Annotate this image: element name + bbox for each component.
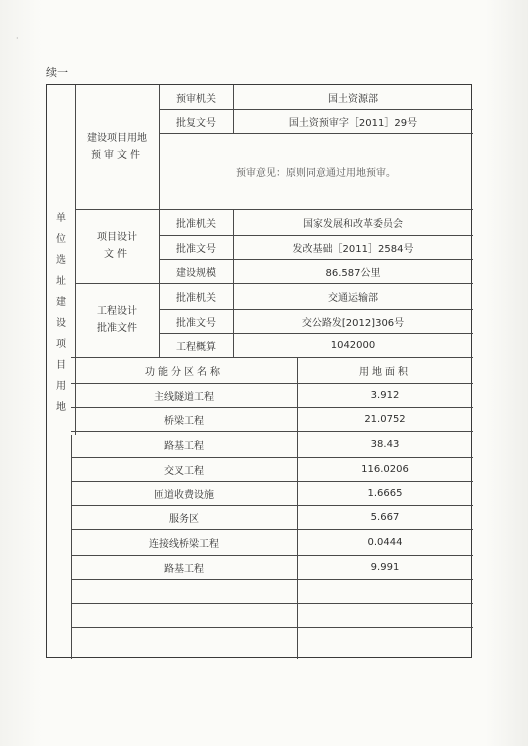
site-approval-value: 国土资源部 (328, 93, 378, 105)
side-title-char: 项 (56, 339, 66, 350)
zone-name: 连接线桥梁工程 (149, 538, 219, 550)
zone-area: 116.0206 (361, 463, 409, 475)
zone-name: 桥梁工程 (164, 415, 204, 427)
zone-name: 主线隧道工程 (154, 391, 214, 403)
zone-name: 路基工程 (164, 563, 204, 575)
site-approval-label: 批复文号 (176, 117, 216, 129)
site-approval-label: 预审机关 (176, 93, 216, 105)
project-design-value: 86.587公里 (325, 267, 381, 279)
group-label-line: 建设项目用地 (87, 133, 147, 144)
zone-area: 1.6665 (367, 487, 403, 499)
zone-area: 5.667 (370, 511, 400, 523)
side-title-char: 用 (56, 381, 66, 392)
project-design-label: 建设规模 (176, 267, 216, 279)
project-design-value: 国家发展和改革委员会 (303, 218, 403, 230)
side-title-char: 单 (56, 213, 66, 224)
group-label-line: 文件 (104, 249, 130, 260)
group-label-line: 预审文件 (91, 150, 143, 161)
engineering-design-group-label (75, 283, 159, 357)
zone-name: 匝道收费设施 (154, 489, 214, 501)
divider (71, 603, 473, 604)
zone-area: 0.0444 (367, 536, 403, 548)
side-title-char: 建 (56, 297, 66, 308)
scan-mark: · (16, 34, 19, 43)
side-title-char: 选 (56, 255, 66, 266)
engineering-design-label: 工程概算 (176, 341, 216, 353)
land-use-form-table (46, 84, 472, 658)
engineering-design-value: 交通运输部 (328, 292, 378, 304)
engineering-design-value: 1042000 (330, 339, 376, 351)
side-title-char: 设 (56, 318, 66, 329)
divider (71, 627, 473, 628)
group-label-line: 项目设计 (97, 232, 137, 243)
side-title-char: 地 (56, 402, 66, 413)
zone-area: 3.912 (370, 389, 400, 401)
zone-column-header: 功能分区名称 (145, 366, 223, 378)
project-design-label: 批准文号 (176, 243, 216, 255)
engineering-design-label: 批准文号 (176, 317, 216, 329)
project-design-value: 发改基础［2011］2584号 (292, 243, 414, 255)
zone-area: 38.43 (370, 438, 400, 450)
project-design-group-label (75, 209, 159, 283)
continued-label: 续一 (46, 66, 68, 79)
zone-name: 服务区 (169, 513, 199, 525)
project-design-label: 批准机关 (176, 218, 216, 230)
engineering-design-value: 交公路发[2012]306号 (301, 317, 405, 329)
site-approval-value: 国土资预审字［2011］29号 (288, 117, 418, 129)
zone-area: 21.0752 (364, 413, 406, 425)
side-title-char: 位 (56, 234, 66, 245)
side-title-char: 址 (56, 276, 66, 287)
site-approval-group-label (75, 85, 159, 209)
area-column-header: 用地面积 (359, 366, 411, 378)
zone-area: 9.991 (370, 561, 400, 573)
zone-name: 交叉工程 (164, 465, 204, 477)
engineering-design-label: 批准机关 (176, 292, 216, 304)
side-title-char: 目 (56, 360, 66, 371)
pre-review-opinion: 预审意见：原则同意通过用地预审。 (236, 167, 396, 179)
group-label-line: 批准文件 (97, 323, 137, 334)
zone-name: 路基工程 (164, 440, 204, 452)
divider (71, 579, 473, 580)
group-label-line: 工程设计 (97, 306, 137, 317)
